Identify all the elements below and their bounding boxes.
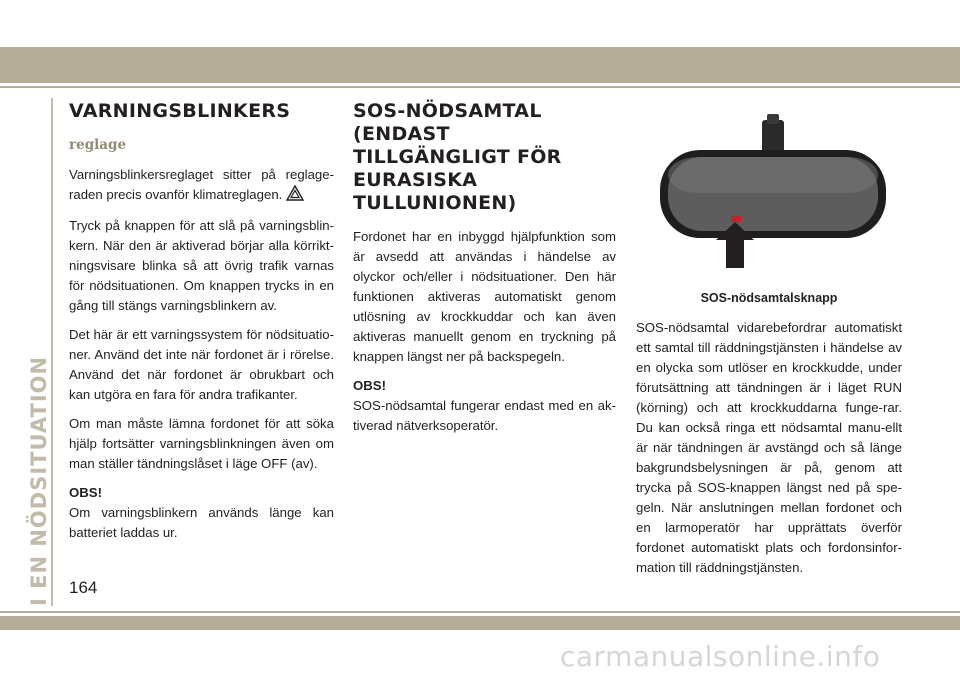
figure-caption: SOS-nödsamtalsknapp (700, 291, 838, 305)
subheading-controls: reglage (69, 137, 127, 153)
note-label: OBS! (69, 485, 102, 500)
section-heading-hazard: VARNINGSBLINKERS (69, 100, 291, 122)
note-text: SOS-nödsamtal fungerar endast med en ak-tiverad nätverksoperatör. (353, 398, 616, 433)
mirror-figure (636, 110, 902, 280)
paragraph: Varningsblinkersreglaget sitter på reglage-raden precis ovanför klimatreglagen. (69, 165, 334, 207)
note-text: Om varningsblinkern används länge kan batteriet laddas ur. (69, 505, 334, 540)
hazard-warning-icon (286, 185, 304, 207)
watermark: carmanualsonline.info (560, 640, 881, 673)
paragraph: Tryck på knappen för att slå på varningsblin-kern. När den är aktiverad börjar alla körrikt-ningsvisare blinka så att övrig trafik varnas för nödsituationen. Om knappen trycks in en gång till stängs varningsblinkern av. (69, 218, 334, 313)
rearview-mirror-illustration (636, 110, 902, 280)
paragraph: Det här är ett varningssystem för nödsituatio-ner. Använd det inte när fordonet är i rörelse. Använd det när fordonet är obrukbart och kan utgöra en fara för andra trafikanter. (69, 327, 334, 402)
header-band (0, 47, 960, 83)
header-rule (0, 86, 960, 88)
column-sos-call (353, 100, 616, 445)
note-label: OBS! (353, 378, 386, 393)
paragraph: Fordonet har en inbyggd hjälpfunktion som är avsedd att användas i händelse av olyckor och/eller i nödsituationer. Den här funktionen aktiveras automatiskt genom utlösning av krockkuddar och kan även aktiveras manuellt genom en tryckning på knappen längst ner på backspegeln. (353, 229, 616, 364)
page-number: 164 (69, 578, 98, 597)
paragraph: SOS-nödsamtal vidarebefordrar automatiskt ett samtal till räddningstjänsten i händelse av en olycka som utlöser en krockkudde, under förutsättning att tändningen är i läget RUN (körning) och att krockkuddarna funge-rar. Du kan också ringa ett nödsamtal manu-ellt är när tändningen är avstängd och så länge bakgrundsbelysningen är på, genom att trycka på SOS-knappen längst ned på spe-geln. När anslutningen mellan fordonet och en larmoperatör har upprättats överför fordonet automatiskt plats och fordonsinfor-mation till räddningstjänsten. (636, 320, 902, 575)
paragraph: Om man måste lämna fordonet för att söka hjälp fortsätter varningsblinkningen även om man ställer tändningslåset i läge OFF (av). (69, 416, 334, 471)
chapter-side-tab: I EN NÖDSITUATION (27, 98, 53, 606)
section-heading-sos: SOS-NÖDSAMTAL (ENDAST TILLGÄNGLIGT FÖR EURASISKA TULLUNIONEN) (353, 100, 562, 214)
sos-button-marker (731, 216, 741, 222)
column-sos-figure (636, 110, 902, 587)
footer-band (0, 616, 960, 630)
footer-rule (0, 611, 960, 613)
column-hazard-lights (69, 100, 334, 552)
